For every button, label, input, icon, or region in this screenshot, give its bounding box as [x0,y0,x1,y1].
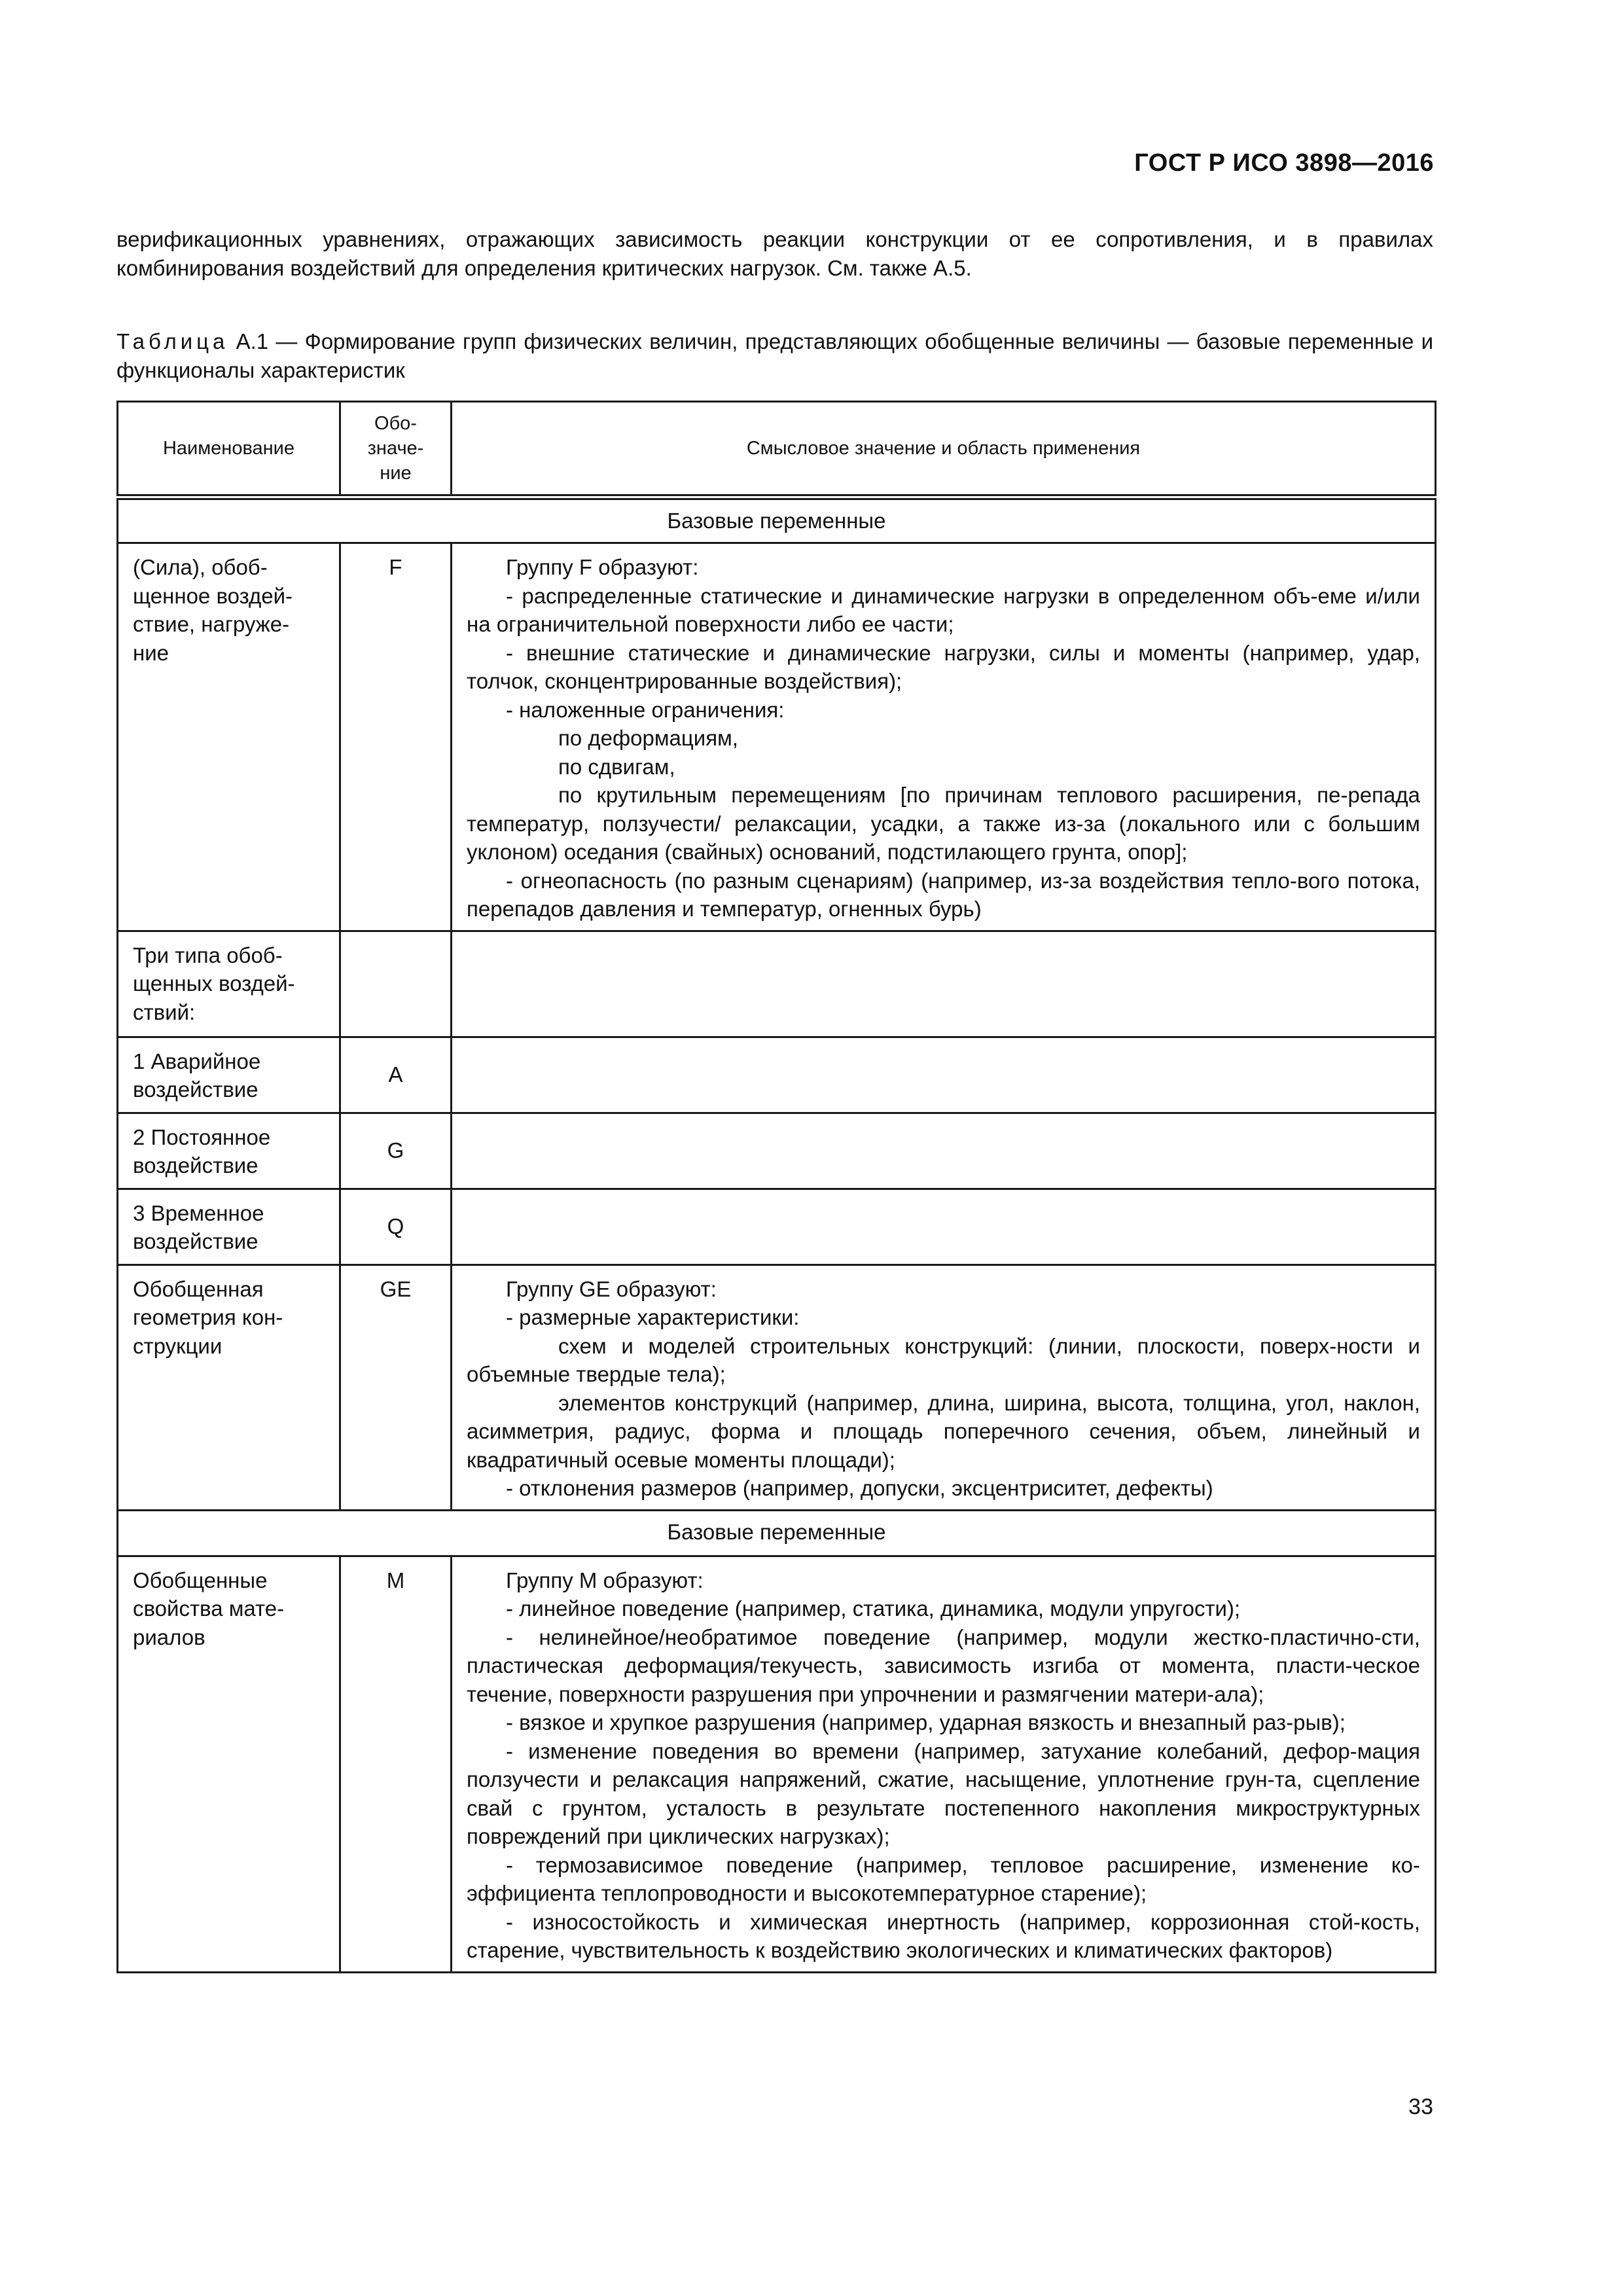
row-symbol: F [340,543,452,931]
row-description [452,1037,1436,1113]
row-name: (Сила), обоб- щенное воздей- ствие, нагруже- ние [118,543,340,931]
row-description [452,931,1436,1037]
row-name: 3 Временное воздействие [118,1189,340,1265]
row-description: Группу М образуют: - линейное поведение (например, статика, динамика, модули упругости); - нелинейное/необратимое поведение (например, модули жестко-пластично-сти, пластическая деформация/текучесть, зависимость изгиба от момента, пласти-ческое течение, поверхности разрушения при упрочнении и размягчении матери-ала); - вязкое и хрупкое разрушения (например, ударная вязкость и внезапный раз-рыв); - изменение поведения во времени (например, затухание колебаний, дефор-мация ползучести и релаксация напряжений, сжатие, насыщение, уплотнение грун-та, сцепление свай с грунтом, усталость в результате постепенного накопления микроструктурных повреждений при циклических нагрузках); - термозависимое поведение (например, тепловое расширение, изменение ко-эффициента теплопроводности и высокотемпературное старение); - износостойкость и химическая инертность (например, коррозионная стой-кость, старение, чувствительность к воздействию экологических и климатических факторов) [452,1556,1436,1972]
section-title: Базовые переменные [118,497,1436,543]
row-description [452,1113,1436,1189]
row-name: 1 Аварийное воздействие [118,1037,340,1113]
section-row [118,1510,1436,1556]
intro-paragraph [116,225,1433,283]
section-title: Базовые переменные [118,1510,1436,1556]
table-row-force [118,543,1436,931]
variables-table [116,401,1436,1973]
table-row-permanent [118,1113,1436,1189]
page-number: 33 [1408,2094,1433,2119]
row-symbol: A [340,1037,452,1113]
table-caption-label: Таблица [116,329,229,353]
row-name: 2 Постоянное воздействие [118,1113,340,1189]
header-name: Наименование [118,402,340,497]
table-row-material [118,1556,1436,1972]
row-symbol: M [340,1556,452,1972]
table-row-three-types [118,931,1436,1037]
row-symbol [340,931,452,1037]
table-row-accidental [118,1037,1436,1113]
table-row-variable [118,1189,1436,1265]
row-symbol: GE [340,1265,452,1510]
row-name: Обобщенная геометрия кон- струкции [118,1265,340,1510]
document-id: ГОСТ Р ИСО 3898—2016 [1134,149,1434,177]
table-caption [116,327,1433,385]
table-row-geometry [118,1265,1436,1510]
row-symbol: G [340,1113,452,1189]
row-description: Группу GE образуют: - размерные характеристики: схем и моделей строительных конструкций: (линии, плоскости, поверх-ности и объемные твердые тела); элементов конструкций (например, длина, ширина, высота, толщина, угол, наклон, асимметрия, радиус, форма и площадь поперечного сечения, объем, линейный и квадратичный осевые моменты площади); - отклонения размеров (например, допуски, эксцентриситет, дефекты) [452,1265,1436,1510]
section-row [118,497,1436,543]
row-description [452,1189,1436,1265]
row-name: Обобщенные свойства мате- риалов [118,1556,340,1972]
table-header-row [118,402,1436,497]
header-meaning: Смысловое значение и область применения [452,402,1436,497]
table-caption-text: А.1 — Формирование групп физических величин, представляющих обобщенные величины — базовые переменные и функционалы характеристик [116,329,1433,382]
row-description: Группу F образуют: - распределенные статические и динамические нагрузки в определенном объ-еме и/или на ограничительной поверхности либо ее части; - внешние статические и динамические нагрузки, силы и моменты (например, удар, толчок, сконцентрированные воздействия); - наложенные ограничения: по деформациям, по сдвигам, по крутильным перемещениям [по причинам теплового расширения, пе-репада температур, ползучести/ релаксации, усадки, а также из-за (локального или с большим уклоном) оседания (свайных) оснований, подстилающего грунта, опор]; - огнеопасность (по разным сценариям) (например, из-за воздействия тепло-вого потока, перепадов давления и температур, огненных бурь) [452,543,1436,931]
row-symbol: Q [340,1189,452,1265]
row-name: Три типа обоб- щенных воздей- ствий: [118,931,340,1037]
header-symbol: Обо- значе- ние [340,402,452,497]
intro-text: верификационных уравнениях, отражающих зависимость реакции конструкции от ее сопротивления, и в правилах комбинирования воздействий для определения критических нагрузок. См. также А.5. [116,227,1433,280]
